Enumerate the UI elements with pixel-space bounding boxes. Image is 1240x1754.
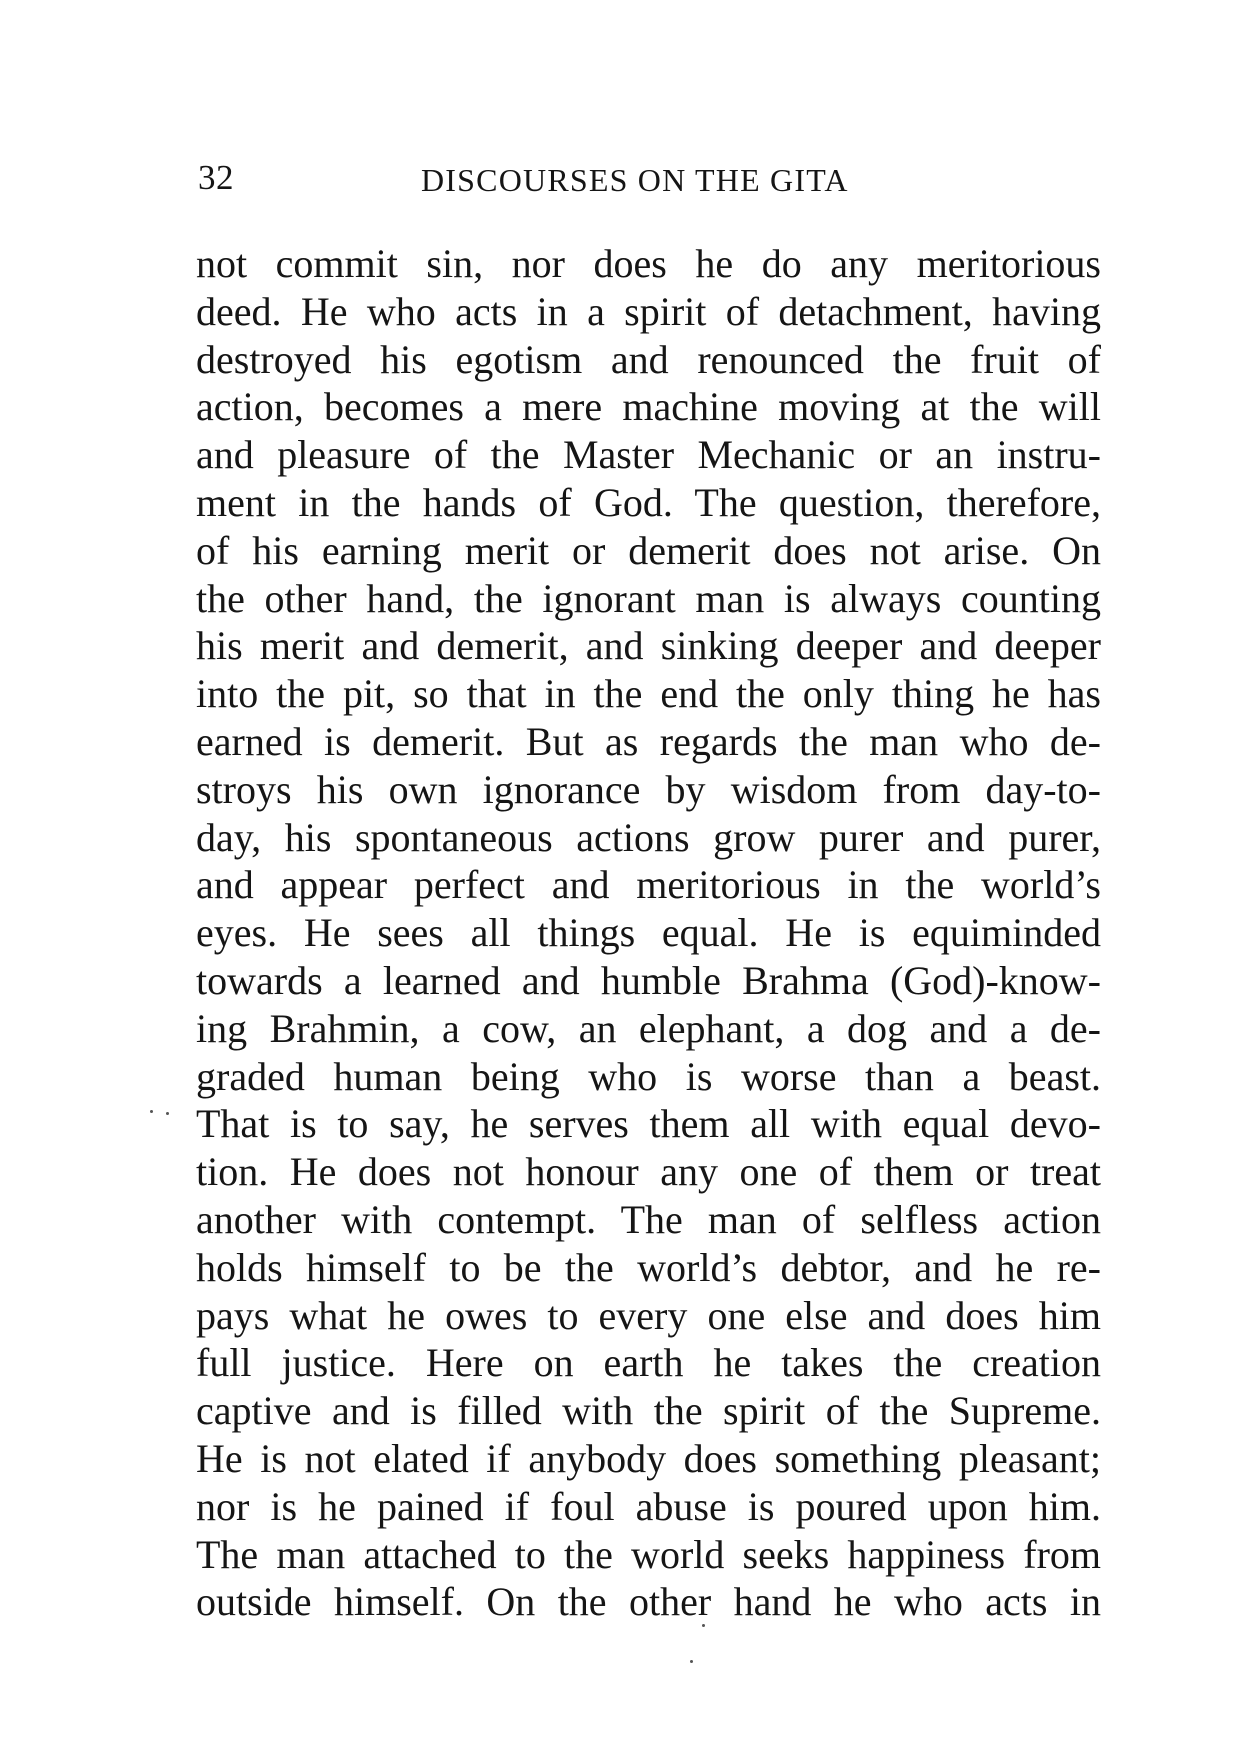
text-line: captive and is filled with the spirit of the Supreme.	[196, 1388, 1101, 1434]
text-line: into the pit, so that in the end the only thing he has	[196, 671, 1101, 717]
text-line: his merit and demerit, and sinking deeper and deeper	[196, 623, 1101, 669]
scan-speck	[690, 1660, 693, 1663]
text-line: earned is demerit. But as regards the man who de-	[196, 718, 1101, 764]
body-paragraph	[196, 240, 1101, 1626]
text-line: of his earning merit or demerit does not arise. On	[196, 527, 1101, 573]
text-line: another with contempt. The man of selfless action	[196, 1196, 1101, 1242]
text-line: outside himself. On the other hand he who acts in	[196, 1579, 1101, 1625]
text-line: That is to say, he serves them all with equal devo-	[196, 1101, 1101, 1147]
text-line: eyes. He sees all things equal. He is equiminded	[196, 910, 1101, 956]
text-line: day, his spontaneous actions grow purer and purer,	[196, 814, 1101, 860]
text-line: not commit sin, nor does he do any meritorious	[196, 241, 1101, 286]
text-line: The man attached to the world seeks happiness from	[196, 1531, 1101, 1577]
text-line: ing Brahmin, a cow, an elephant, a dog and a de-	[196, 1005, 1101, 1051]
text-line: and pleasure of the Master Mechanic or an instru-	[196, 432, 1101, 478]
text-line: tion. He does not honour any one of them or treat	[196, 1149, 1101, 1195]
text-line: deed. He who acts in a spirit of detachment, having	[196, 288, 1101, 334]
text-line: the other hand, the ignorant man is always counting	[196, 575, 1101, 621]
text-line: full justice. Here on earth he takes the creation	[196, 1340, 1101, 1386]
text-line: He is not elated if anybody does something pleasant;	[196, 1435, 1101, 1481]
text-line: stroys his own ignorance by wisdom from day-to-	[196, 766, 1101, 812]
text-line: nor is he pained if foul abuse is poured upon him.	[196, 1483, 1101, 1529]
text-line: ment in the hands of God. The question, therefore,	[196, 479, 1101, 525]
scan-speck	[150, 1110, 153, 1113]
text-line: towards a learned and humble Brahma (God)-know-	[196, 957, 1101, 1003]
text-line: graded human being who is worse than a beast.	[196, 1053, 1101, 1099]
scan-speck	[702, 1624, 705, 1627]
text-line: pays what he owes to every one else and does him	[196, 1292, 1101, 1338]
scan-speck	[166, 1112, 169, 1115]
page-number: 32	[198, 158, 234, 197]
running-title: DISCOURSES ON THE GITA	[421, 162, 849, 198]
text-line: destroyed his egotism and renounced the fruit of	[196, 336, 1101, 382]
text-line: and appear perfect and meritorious in the world’s	[196, 862, 1101, 908]
text-line: action, becomes a mere machine moving at the will	[196, 384, 1101, 430]
text-line: holds himself to be the world’s debtor, and he re-	[196, 1244, 1101, 1290]
